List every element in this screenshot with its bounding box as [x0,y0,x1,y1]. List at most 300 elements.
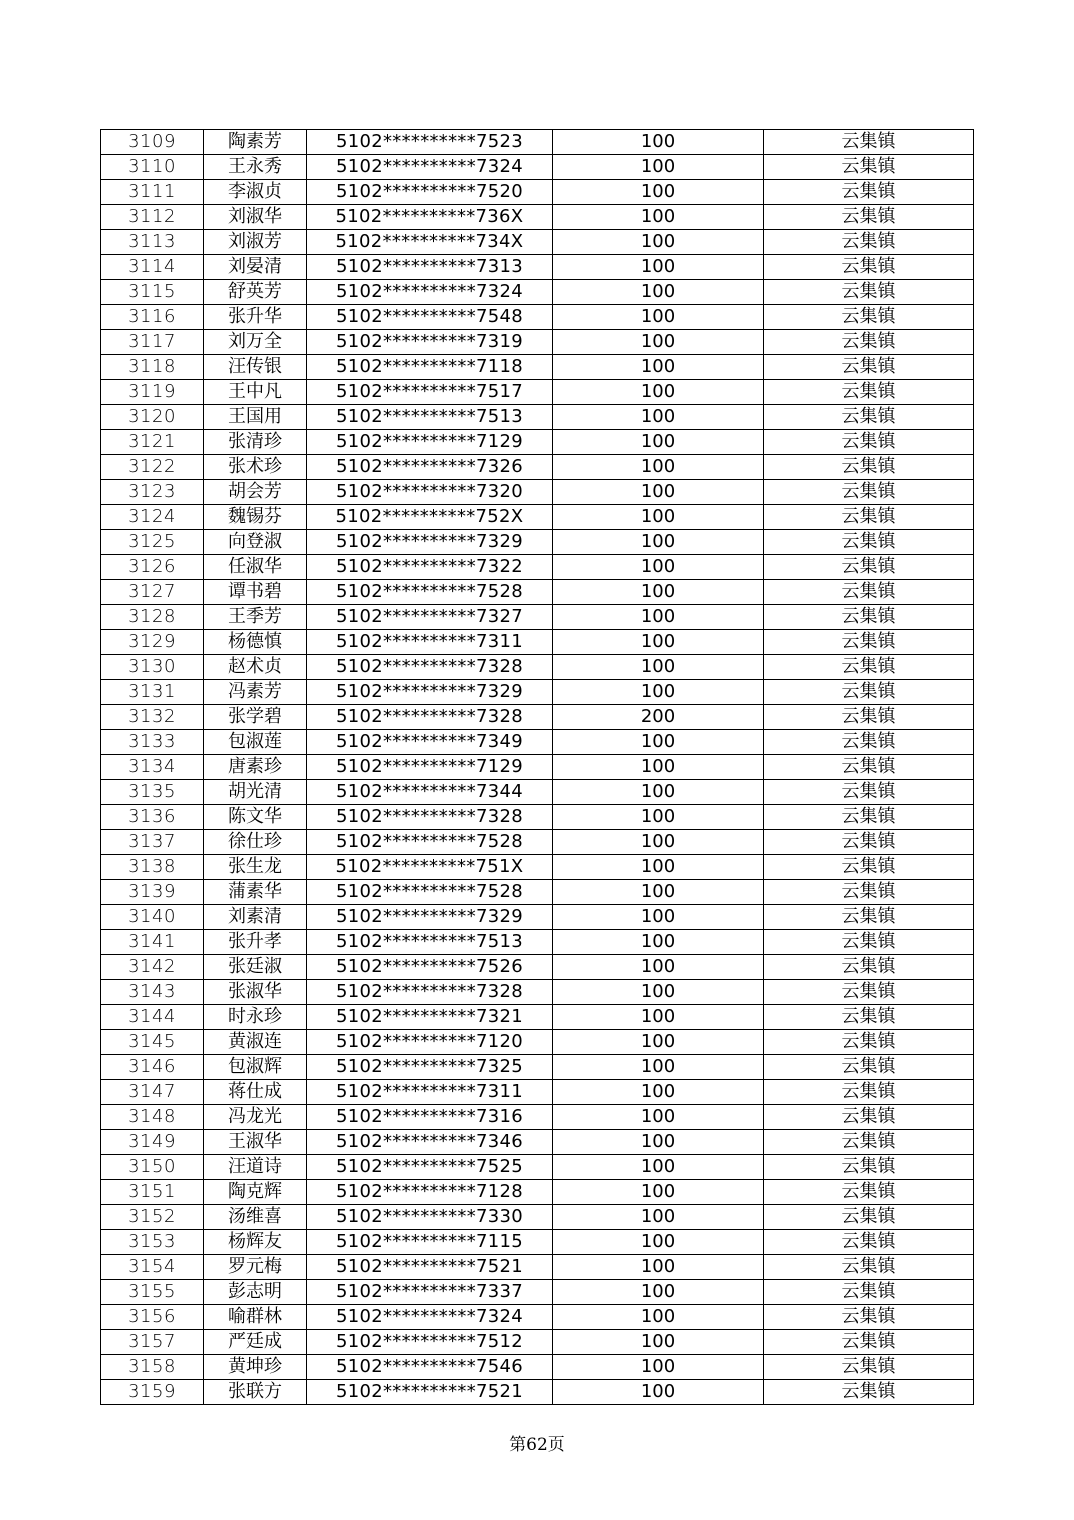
cell-name: 王季芳 [204,605,307,630]
cell-id-number: 5102**********7546 [307,1355,553,1380]
cell-town: 云集镇 [764,1205,974,1230]
cell-town: 云集镇 [764,480,974,505]
cell-id-number: 5102**********7521 [307,1380,553,1405]
cell-serial-number: 3158 [101,1355,204,1380]
cell-id-number: 5102**********7337 [307,1280,553,1305]
cell-id-number: 5102**********7528 [307,880,553,905]
cell-id-number: 5102**********7120 [307,1030,553,1055]
cell-serial-number: 3138 [101,855,204,880]
table-row [101,1130,974,1155]
table-row [101,505,974,530]
cell-amount: 100 [553,755,764,780]
table-row [101,1105,974,1130]
table-row [101,1205,974,1230]
cell-serial-number: 3144 [101,1005,204,1030]
cell-name: 蒋仕成 [204,1080,307,1105]
cell-amount: 100 [553,1005,764,1030]
cell-name: 刘淑芳 [204,230,307,255]
cell-name: 汪道诗 [204,1155,307,1180]
cell-id-number: 5102**********752X [307,505,553,530]
table-row [101,1305,974,1330]
table-row [101,1355,974,1380]
cell-serial-number: 3150 [101,1155,204,1180]
cell-town: 云集镇 [764,755,974,780]
cell-serial-number: 3123 [101,480,204,505]
cell-id-number: 5102**********7115 [307,1230,553,1255]
cell-id-number: 5102**********7324 [307,1305,553,1330]
cell-amount: 100 [553,630,764,655]
cell-town: 云集镇 [764,1280,974,1305]
table-row [101,455,974,480]
cell-serial-number: 3141 [101,930,204,955]
table-row [101,705,974,730]
cell-amount: 100 [553,530,764,555]
cell-serial-number: 3152 [101,1205,204,1230]
cell-amount: 100 [553,180,764,205]
cell-name: 向登淑 [204,530,307,555]
cell-town: 云集镇 [764,855,974,880]
page-number: 第62页 [509,1435,565,1455]
cell-id-number: 5102**********7320 [307,480,553,505]
cell-serial-number: 3124 [101,505,204,530]
cell-town: 云集镇 [764,430,974,455]
cell-id-number: 5102**********7525 [307,1155,553,1180]
table-row [101,880,974,905]
cell-name: 罗元梅 [204,1255,307,1280]
cell-serial-number: 3135 [101,780,204,805]
cell-town: 云集镇 [764,280,974,305]
cell-name: 王淑华 [204,1130,307,1155]
table-row [101,605,974,630]
cell-town: 云集镇 [764,1305,974,1330]
table-body [101,130,974,1405]
cell-id-number: 5102**********7513 [307,405,553,430]
cell-serial-number: 3113 [101,230,204,255]
cell-town: 云集镇 [764,930,974,955]
cell-amount: 100 [553,1155,764,1180]
cell-id-number: 5102**********7316 [307,1105,553,1130]
cell-amount: 100 [553,730,764,755]
cell-amount: 100 [553,1380,764,1405]
cell-serial-number: 3148 [101,1105,204,1130]
cell-town: 云集镇 [764,680,974,705]
table-row [101,330,974,355]
cell-amount: 100 [553,555,764,580]
table-row [101,1330,974,1355]
cell-serial-number: 3115 [101,280,204,305]
cell-serial-number: 3137 [101,830,204,855]
table-row [101,805,974,830]
cell-name: 任淑华 [204,555,307,580]
cell-name: 谭书碧 [204,580,307,605]
table-row [101,130,974,155]
cell-id-number: 5102**********7520 [307,180,553,205]
cell-id-number: 5102**********7330 [307,1205,553,1230]
cell-town: 云集镇 [764,405,974,430]
cell-serial-number: 3155 [101,1280,204,1305]
cell-serial-number: 3117 [101,330,204,355]
cell-id-number: 5102**********7328 [307,705,553,730]
table-row [101,905,974,930]
cell-name: 张术珍 [204,455,307,480]
cell-name: 张升孝 [204,930,307,955]
cell-amount: 100 [553,780,764,805]
cell-id-number: 5102**********7324 [307,155,553,180]
cell-id-number: 5102**********7346 [307,1130,553,1155]
cell-id-number: 5102**********7344 [307,780,553,805]
table-row [101,155,974,180]
cell-id-number: 5102**********7329 [307,530,553,555]
cell-serial-number: 3127 [101,580,204,605]
cell-town: 云集镇 [764,1155,974,1180]
cell-name: 刘万全 [204,330,307,355]
table-row [101,1080,974,1105]
cell-town: 云集镇 [764,1005,974,1030]
cell-amount: 100 [553,505,764,530]
table-row [101,980,974,1005]
table-row [101,1005,974,1030]
cell-amount: 100 [553,405,764,430]
cell-town: 云集镇 [764,1380,974,1405]
cell-town: 云集镇 [764,155,974,180]
cell-id-number: 5102**********7321 [307,1005,553,1030]
cell-name: 张淑华 [204,980,307,1005]
cell-name: 喻群林 [204,1305,307,1330]
table-row [101,630,974,655]
cell-name: 张升华 [204,305,307,330]
cell-town: 云集镇 [764,955,974,980]
cell-amount: 100 [553,1280,764,1305]
cell-town: 云集镇 [764,1330,974,1355]
cell-amount: 100 [553,1205,764,1230]
table-row [101,680,974,705]
cell-id-number: 5102**********7325 [307,1055,553,1080]
cell-id-number: 5102**********7327 [307,605,553,630]
cell-town: 云集镇 [764,455,974,480]
table-row [101,1155,974,1180]
cell-town: 云集镇 [764,255,974,280]
cell-town: 云集镇 [764,555,974,580]
cell-id-number: 5102**********7329 [307,905,553,930]
cell-town: 云集镇 [764,780,974,805]
cell-name: 李淑贞 [204,180,307,205]
cell-amount: 100 [553,1330,764,1355]
cell-name: 赵术贞 [204,655,307,680]
table-row [101,1230,974,1255]
cell-town: 云集镇 [764,330,974,355]
cell-serial-number: 3130 [101,655,204,680]
cell-amount: 100 [553,430,764,455]
cell-amount: 100 [553,130,764,155]
cell-serial-number: 3139 [101,880,204,905]
cell-name: 黄坤珍 [204,1355,307,1380]
cell-town: 云集镇 [764,505,974,530]
cell-name: 黄淑连 [204,1030,307,1055]
cell-id-number: 5102**********751X [307,855,553,880]
table-row [101,1280,974,1305]
cell-amount: 100 [553,580,764,605]
cell-name: 时永珍 [204,1005,307,1030]
cell-id-number: 5102**********7526 [307,955,553,980]
cell-town: 云集镇 [764,880,974,905]
cell-name: 包淑莲 [204,730,307,755]
cell-name: 张清珍 [204,430,307,455]
cell-town: 云集镇 [764,1080,974,1105]
cell-serial-number: 3125 [101,530,204,555]
cell-name: 冯龙光 [204,1105,307,1130]
cell-name: 陈文华 [204,805,307,830]
cell-name: 刘晏清 [204,255,307,280]
cell-town: 云集镇 [764,580,974,605]
table-row [101,1380,974,1405]
table-row [101,280,974,305]
table-row [101,430,974,455]
cell-town: 云集镇 [764,1230,974,1255]
cell-town: 云集镇 [764,905,974,930]
cell-name: 严廷成 [204,1330,307,1355]
cell-id-number: 5102**********7129 [307,430,553,455]
cell-name: 张学碧 [204,705,307,730]
cell-amount: 100 [553,230,764,255]
cell-town: 云集镇 [764,1255,974,1280]
cell-name: 魏锡芬 [204,505,307,530]
cell-name: 胡光清 [204,780,307,805]
cell-serial-number: 3157 [101,1330,204,1355]
cell-name: 王永秀 [204,155,307,180]
cell-serial-number: 3109 [101,130,204,155]
cell-amount: 100 [553,605,764,630]
cell-town: 云集镇 [764,705,974,730]
cell-name: 冯素芳 [204,680,307,705]
cell-name: 胡会芳 [204,480,307,505]
cell-serial-number: 3136 [101,805,204,830]
cell-serial-number: 3145 [101,1030,204,1055]
cell-name: 舒英芳 [204,280,307,305]
cell-amount: 100 [553,255,764,280]
cell-amount: 100 [553,855,764,880]
cell-town: 云集镇 [764,1055,974,1080]
cell-serial-number: 3151 [101,1180,204,1205]
cell-serial-number: 3132 [101,705,204,730]
cell-id-number: 5102**********7328 [307,805,553,830]
cell-name: 唐素珍 [204,755,307,780]
cell-serial-number: 3140 [101,905,204,930]
table-row [101,230,974,255]
cell-amount: 100 [553,1130,764,1155]
table-row [101,1255,974,1280]
table-row [101,780,974,805]
cell-town: 云集镇 [764,305,974,330]
table-row [101,755,974,780]
cell-amount: 100 [553,155,764,180]
table-row [101,1030,974,1055]
cell-id-number: 5102**********7324 [307,280,553,305]
table-row [101,355,974,380]
cell-id-number: 5102**********7322 [307,555,553,580]
cell-serial-number: 3159 [101,1380,204,1405]
cell-serial-number: 3128 [101,605,204,630]
cell-amount: 100 [553,1230,764,1255]
cell-town: 云集镇 [764,1355,974,1380]
cell-amount: 100 [553,980,764,1005]
cell-town: 云集镇 [764,130,974,155]
cell-name: 王国用 [204,405,307,430]
cell-serial-number: 3122 [101,455,204,480]
cell-amount: 100 [553,305,764,330]
cell-serial-number: 3111 [101,180,204,205]
cell-id-number: 5102**********736X [307,205,553,230]
cell-name: 王中凡 [204,380,307,405]
cell-serial-number: 3120 [101,405,204,430]
cell-id-number: 5102**********7349 [307,730,553,755]
cell-amount: 100 [553,655,764,680]
cell-amount: 100 [553,1055,764,1080]
cell-id-number: 5102**********734X [307,230,553,255]
cell-town: 云集镇 [764,830,974,855]
cell-id-number: 5102**********7129 [307,755,553,780]
table-row [101,830,974,855]
cell-serial-number: 3142 [101,955,204,980]
cell-id-number: 5102**********7328 [307,655,553,680]
cell-id-number: 5102**********7128 [307,1180,553,1205]
cell-serial-number: 3129 [101,630,204,655]
cell-name: 杨辉友 [204,1230,307,1255]
cell-serial-number: 3146 [101,1055,204,1080]
cell-town: 云集镇 [764,180,974,205]
cell-amount: 100 [553,1030,764,1055]
cell-id-number: 5102**********7513 [307,930,553,955]
cell-id-number: 5102**********7118 [307,355,553,380]
cell-town: 云集镇 [764,805,974,830]
cell-amount: 100 [553,1180,764,1205]
cell-id-number: 5102**********7528 [307,830,553,855]
cell-serial-number: 3156 [101,1305,204,1330]
cell-amount: 100 [553,280,764,305]
cell-name: 汪传银 [204,355,307,380]
cell-name: 包淑辉 [204,1055,307,1080]
cell-serial-number: 3133 [101,730,204,755]
cell-town: 云集镇 [764,605,974,630]
cell-amount: 100 [553,1255,764,1280]
cell-serial-number: 3149 [101,1130,204,1155]
cell-name: 彭志明 [204,1280,307,1305]
cell-name: 张联方 [204,1380,307,1405]
cell-name: 陶克辉 [204,1180,307,1205]
cell-id-number: 5102**********7517 [307,380,553,405]
table-row [101,1180,974,1205]
cell-town: 云集镇 [764,630,974,655]
cell-town: 云集镇 [764,355,974,380]
table-row [101,405,974,430]
table-row [101,255,974,280]
cell-town: 云集镇 [764,730,974,755]
cell-amount: 100 [553,380,764,405]
cell-town: 云集镇 [764,530,974,555]
cell-amount: 100 [553,905,764,930]
table-row [101,530,974,555]
cell-serial-number: 3116 [101,305,204,330]
cell-id-number: 5102**********7326 [307,455,553,480]
table-row [101,1055,974,1080]
cell-amount: 200 [553,705,764,730]
cell-amount: 100 [553,480,764,505]
cell-serial-number: 3153 [101,1230,204,1255]
cell-id-number: 5102**********7523 [307,130,553,155]
table-row [101,380,974,405]
cell-serial-number: 3118 [101,355,204,380]
table-row [101,205,974,230]
cell-town: 云集镇 [764,205,974,230]
cell-name: 徐仕珍 [204,830,307,855]
cell-serial-number: 3114 [101,255,204,280]
cell-amount: 100 [553,955,764,980]
cell-amount: 100 [553,205,764,230]
cell-town: 云集镇 [764,1105,974,1130]
cell-serial-number: 3147 [101,1080,204,1105]
cell-amount: 100 [553,680,764,705]
table-row [101,555,974,580]
cell-town: 云集镇 [764,1180,974,1205]
cell-id-number: 5102**********7329 [307,680,553,705]
cell-serial-number: 3121 [101,430,204,455]
cell-amount: 100 [553,455,764,480]
cell-id-number: 5102**********7328 [307,980,553,1005]
cell-town: 云集镇 [764,980,974,1005]
table-row [101,655,974,680]
table-row [101,580,974,605]
cell-amount: 100 [553,930,764,955]
table-row [101,955,974,980]
cell-name: 汤维喜 [204,1205,307,1230]
cell-town: 云集镇 [764,655,974,680]
cell-name: 蒲素华 [204,880,307,905]
cell-amount: 100 [553,1080,764,1105]
cell-name: 张生龙 [204,855,307,880]
cell-name: 陶素芳 [204,130,307,155]
cell-amount: 100 [553,330,764,355]
table-row [101,305,974,330]
cell-name: 张廷淑 [204,955,307,980]
cell-amount: 100 [553,355,764,380]
cell-town: 云集镇 [764,380,974,405]
cell-town: 云集镇 [764,1130,974,1155]
cell-id-number: 5102**********7313 [307,255,553,280]
cell-name: 刘淑华 [204,205,307,230]
cell-serial-number: 3119 [101,380,204,405]
cell-town: 云集镇 [764,230,974,255]
beneficiary-table [100,129,974,1405]
cell-serial-number: 3131 [101,680,204,705]
cell-amount: 100 [553,1305,764,1330]
cell-amount: 100 [553,805,764,830]
cell-amount: 100 [553,1105,764,1130]
table-row [101,730,974,755]
cell-id-number: 5102**********7528 [307,580,553,605]
cell-serial-number: 3134 [101,755,204,780]
cell-id-number: 5102**********7548 [307,305,553,330]
cell-id-number: 5102**********7311 [307,630,553,655]
cell-serial-number: 3154 [101,1255,204,1280]
cell-serial-number: 3126 [101,555,204,580]
cell-amount: 100 [553,1355,764,1380]
table-row [101,855,974,880]
cell-name: 刘素清 [204,905,307,930]
table-row [101,480,974,505]
cell-name: 杨德慎 [204,630,307,655]
cell-amount: 100 [553,880,764,905]
cell-town: 云集镇 [764,1030,974,1055]
cell-id-number: 5102**********7512 [307,1330,553,1355]
